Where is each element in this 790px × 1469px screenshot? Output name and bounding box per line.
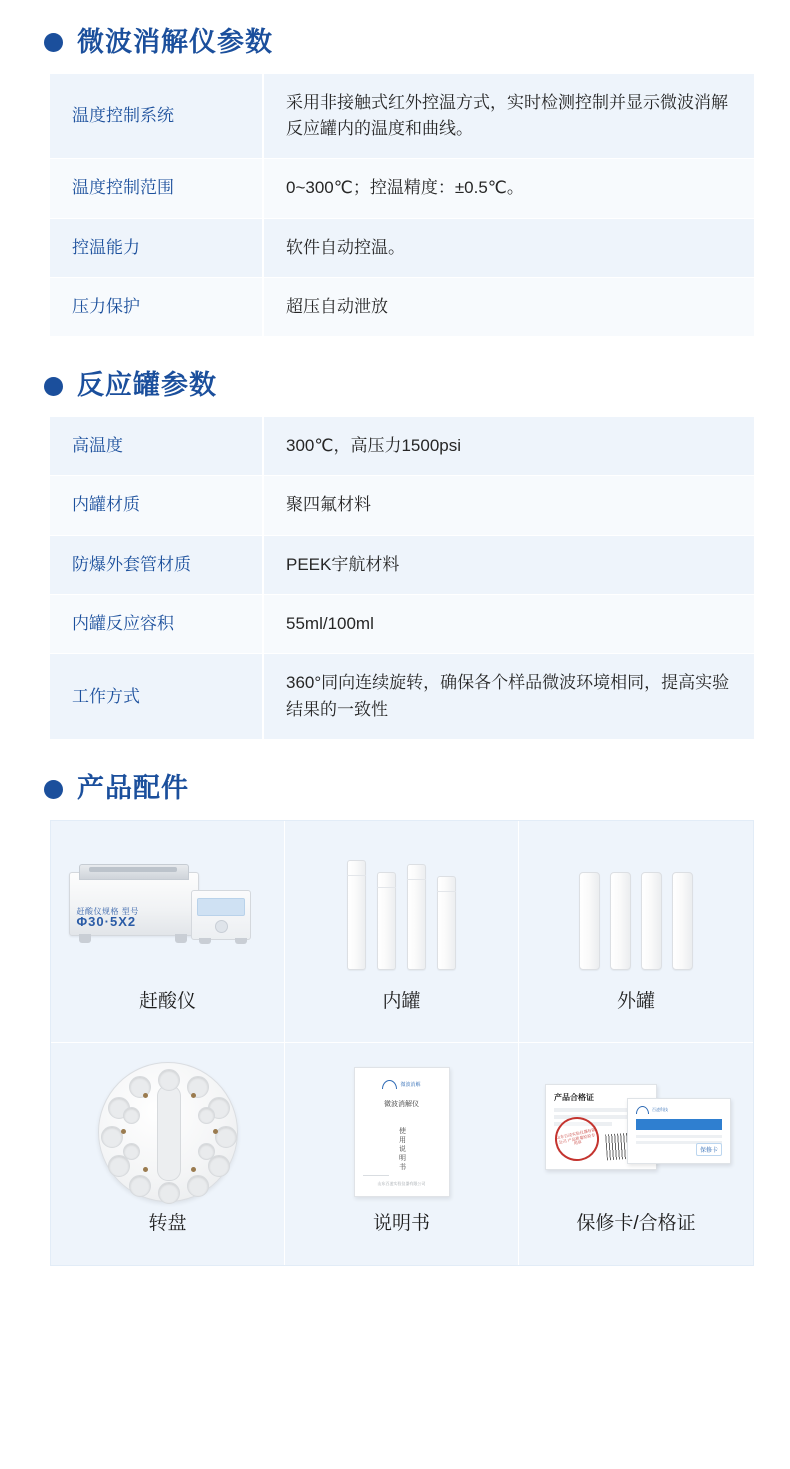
inner-vessel-image [291,835,512,985]
bullet-icon [44,377,63,396]
section-accessories [44,774,746,1266]
accessory-cell-certificate [519,1043,753,1265]
table-row [50,595,754,654]
table-row [50,74,754,159]
table-row [50,654,754,740]
row-value: 360°同向连续旋转，确保各个样品微波环境相同，提高实验结果的一致性 [263,654,754,740]
section-title: 微波消解仪参数 [77,27,273,57]
row-label: 内罐材质 [50,476,263,535]
row-value: 55ml/100ml [263,595,754,654]
bullet-icon [44,780,63,799]
row-label: 压力保护 [50,278,263,337]
accessory-cell-turntable [51,1043,285,1265]
manual-footer-text: 山东百凌实验仪器有限公司 [377,1180,426,1186]
row-value: 300℃，高压力1500psi [263,417,754,476]
accessory-cell-outer-vessel [519,821,753,1043]
row-label: 防爆外套管材质 [50,535,263,594]
row-value: 软件自动控温。 [263,218,754,277]
accessory-caption: 说明书 [372,1212,430,1234]
wave-logo-icon [636,1106,649,1114]
manual-image [291,1057,512,1207]
warranty-brand-text: 百凌科技 [652,1106,668,1112]
manual-title-text: 微波消解仪 [384,1100,419,1108]
accessory-caption: 转盘 [148,1212,187,1234]
certificate-image [525,1057,747,1207]
table-row [50,218,754,277]
section-heading [44,28,746,58]
section-reaction-vessel-params [44,371,746,740]
accessory-caption: 外罐 [616,990,655,1012]
drier-panel-model-text: Φ30·5X2 [76,913,137,929]
drier-panel-small-text: 赶酸仪规格 型号 [76,906,139,916]
manual-vertical-text: 使用说明书 [398,1127,406,1173]
acid-drier-image [57,835,278,985]
wave-logo-icon [382,1080,397,1089]
spec-table-microwave [50,74,754,338]
row-label: 工作方式 [50,654,263,740]
row-label: 温度控制系统 [50,74,263,159]
table-row [50,417,754,476]
accessory-caption: 保修卡/合格证 [576,1212,696,1234]
row-label: 温度控制范围 [50,159,263,218]
bullet-icon [44,33,63,52]
turntable-image [57,1057,278,1207]
section-title: 反应罐参数 [77,370,217,401]
row-value: 聚四氟材料 [263,476,754,535]
row-value: 采用非接触式红外控温方式，实时检测控制并显示微波消解反应罐内的温度和曲线。 [263,74,754,159]
row-label: 内罐反应容积 [50,595,263,654]
accessories-grid [50,820,754,1266]
accessory-cell-acid-drier [51,821,285,1043]
table-row [50,535,754,594]
certificate-title-text: 产品合格证 [554,1092,594,1102]
section-microwave-digester-params [44,28,746,337]
row-label: 控温能力 [50,218,263,277]
spec-table-vessel [50,417,754,740]
table-row [50,476,754,535]
accessory-cell-inner-vessel [285,821,519,1043]
row-value: 0~300℃；控温精度：±0.5℃。 [263,159,754,218]
section-title: 产品配件 [77,773,189,804]
warranty-tag-text: 保修卡 [696,1143,722,1156]
row-label: 高温度 [50,417,263,476]
accessory-caption: 赶酸仪 [138,990,196,1012]
section-heading [44,371,746,401]
accessory-cell-manual [285,1043,519,1265]
section-heading [44,774,746,804]
outer-vessel-image [525,835,747,985]
table-row [50,278,754,337]
row-value: 超压自动泄放 [263,278,754,337]
accessory-caption: 内罐 [382,990,421,1012]
row-value: PEEK宇航材料 [263,535,754,594]
manual-brand-text: 微波消解 [400,1081,421,1088]
table-row [50,159,754,218]
quality-stamp-icon: 山东百凌实验仪器有限公司 产品质量检验专用章 [551,1113,603,1165]
